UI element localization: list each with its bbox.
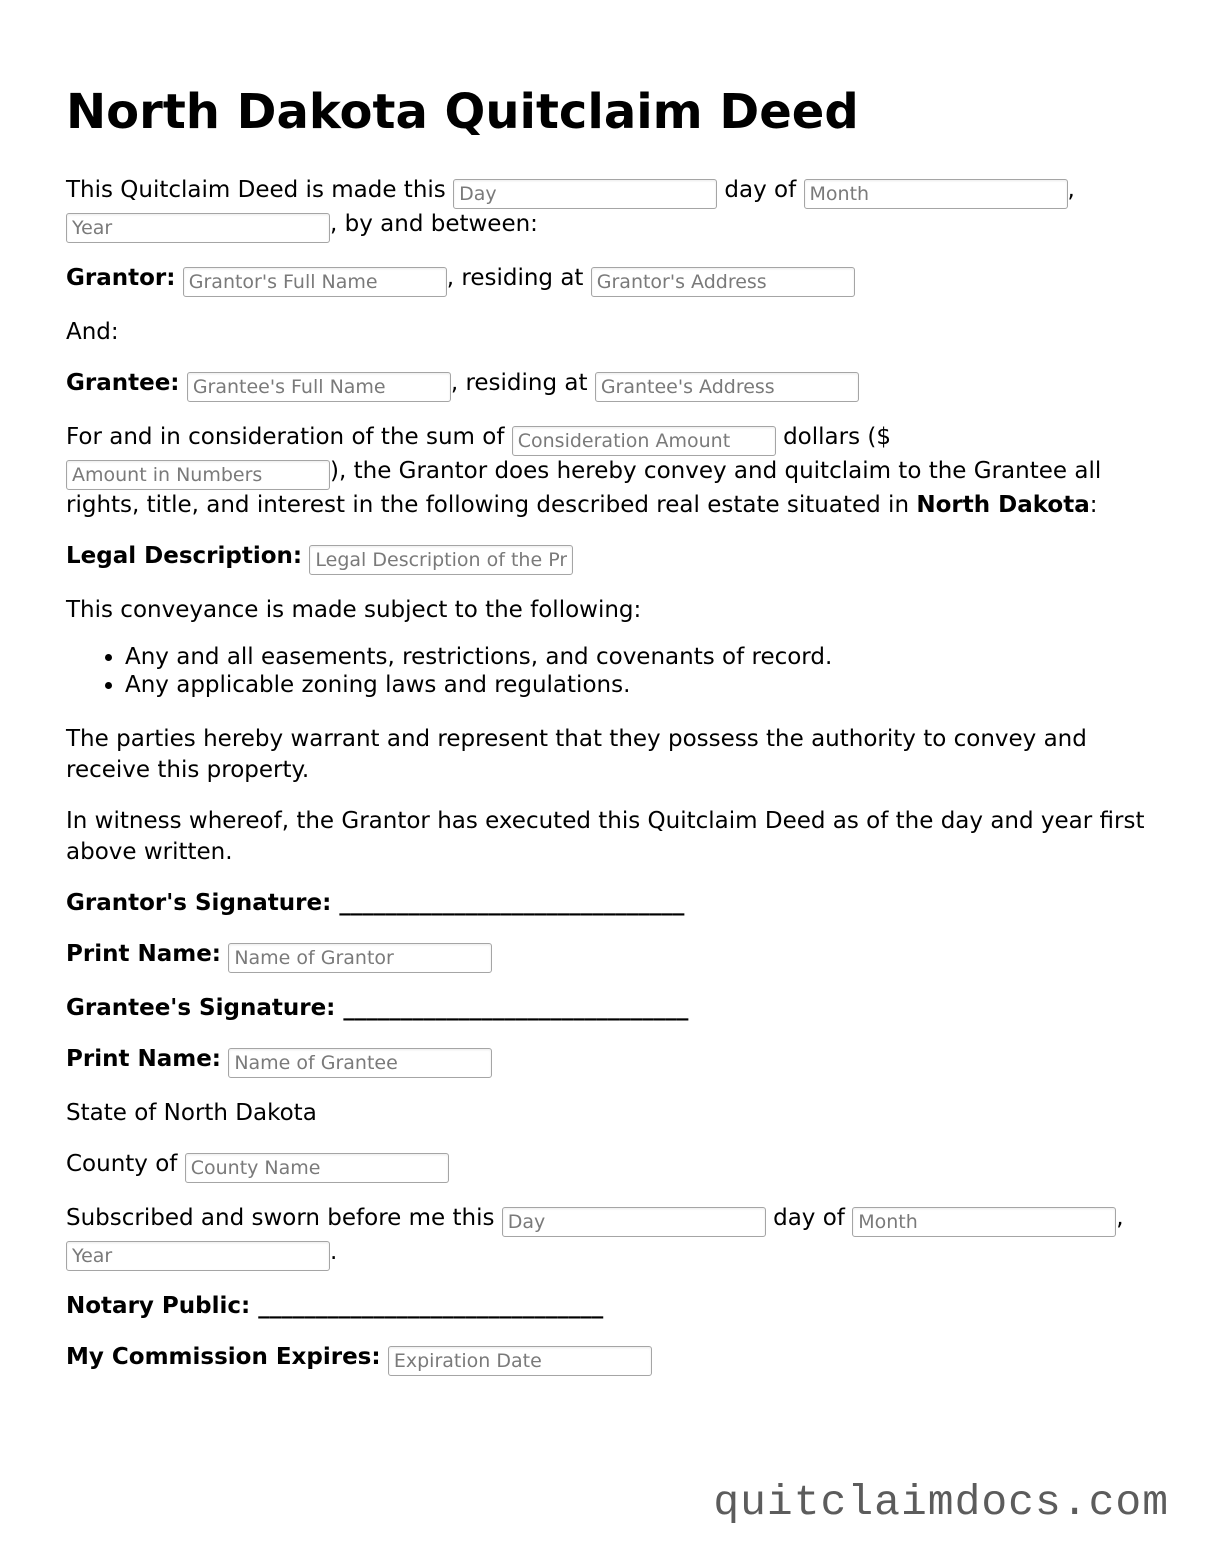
grantee-residing-text: , residing at — [450, 370, 588, 396]
consideration-text-2: dollars ($ — [783, 424, 891, 450]
state-text: State of North Dakota — [66, 1100, 317, 1126]
sworn-day-input[interactable] — [502, 1207, 766, 1237]
grantee-address-input[interactable] — [595, 372, 859, 402]
deed-day-input[interactable] — [453, 179, 717, 209]
grantee-signature-row — [66, 993, 1146, 1024]
subject-text: This conveyance is made subject to the following: — [66, 597, 642, 623]
legal-description-label: Legal Description: — [66, 543, 303, 569]
intro-text-3: , by and between: — [330, 211, 538, 237]
page-title: North Dakota Quitclaim Deed — [66, 84, 859, 140]
legal-description-input[interactable] — [309, 545, 573, 575]
sworn-text-1: Subscribed and sworn before me this — [66, 1205, 495, 1231]
grantee-signature-line[interactable]: ______________________________ — [343, 995, 689, 1021]
grantee-print-row — [66, 1044, 1146, 1078]
watermark: quitclaimdocs.com — [713, 1478, 1169, 1527]
intro-paragraph — [66, 175, 1146, 243]
commission-label: My Commission Expires: — [66, 1344, 381, 1370]
grantor-signature-line[interactable]: ______________________________ — [339, 890, 685, 916]
intro-text-1: This Quitclaim Deed is made this — [66, 177, 446, 203]
consideration-amount-input[interactable] — [512, 426, 776, 456]
sworn-comma: , — [1116, 1205, 1124, 1231]
grantor-address-input[interactable] — [591, 267, 855, 297]
deed-document — [66, 78, 1146, 1396]
deed-month-input[interactable] — [804, 179, 1068, 209]
commission-expiration-input[interactable] — [388, 1346, 652, 1376]
sworn-period: . — [330, 1239, 338, 1265]
county-name-input[interactable] — [185, 1153, 449, 1183]
notary-row — [66, 1291, 1146, 1322]
sworn-month-input[interactable] — [852, 1207, 1116, 1237]
list-item: • Any and all easements, restrictions, and covenants of record. — [125, 643, 1146, 671]
grantor-paragraph — [66, 263, 1146, 297]
notary-label: Notary Public: — [66, 1293, 251, 1319]
consideration-paragraph — [66, 422, 1146, 521]
list-item: • Any applicable zoning laws and regulations. — [125, 671, 1146, 699]
grantor-signature-row — [66, 888, 1146, 919]
grantor-print-name-input[interactable] — [228, 943, 492, 973]
grantee-print-label: Print Name: — [66, 1046, 221, 1072]
legal-description-paragraph — [66, 541, 1146, 575]
sworn-year-input[interactable] — [66, 1241, 330, 1271]
warrant-text: The parties hereby warrant and represent that they possess the authority to convey and receive this property. — [66, 726, 1087, 783]
county-label: County of — [66, 1151, 178, 1177]
grantor-residing-text: , residing at — [446, 265, 584, 291]
subject-list — [66, 643, 1146, 699]
consideration-text-4: : — [1089, 492, 1098, 518]
grantor-print-row — [66, 939, 1146, 973]
amount-numbers-input[interactable] — [66, 460, 330, 490]
intro-text-2: day of — [724, 177, 797, 203]
deed-year-input[interactable] — [66, 213, 330, 243]
sworn-paragraph — [66, 1203, 1146, 1271]
and-text: And: — [66, 319, 119, 345]
grantee-signature-label: Grantee's Signature: — [66, 995, 336, 1021]
grantee-label: Grantee: — [66, 370, 180, 396]
grantee-paragraph — [66, 368, 1146, 402]
intro-comma: , — [1067, 177, 1075, 203]
consideration-text-3: ), the Grantor does hereby convey and quitclaim to the Grantee all rights, title, and interest in the following described real estate situated in — [66, 458, 1102, 518]
grantor-print-label: Print Name: — [66, 941, 221, 967]
grantee-name-input[interactable] — [187, 372, 451, 402]
sworn-text-2: day of — [773, 1205, 845, 1231]
grantor-name-input[interactable] — [183, 267, 447, 297]
commission-row — [66, 1342, 1146, 1376]
grantor-signature-label: Grantor's Signature: — [66, 890, 332, 916]
consideration-text-1: For and in consideration of the sum of — [66, 424, 505, 450]
consideration-state: North Dakota — [916, 492, 1090, 518]
witness-text: In witness whereof, the Grantor has executed this Quitclaim Deed as of the day and year first above written. — [66, 808, 1145, 865]
county-row — [66, 1149, 1146, 1183]
notary-signature-line[interactable]: ______________________________ — [258, 1293, 604, 1319]
grantor-label: Grantor: — [66, 265, 176, 291]
grantee-print-name-input[interactable] — [228, 1048, 492, 1078]
